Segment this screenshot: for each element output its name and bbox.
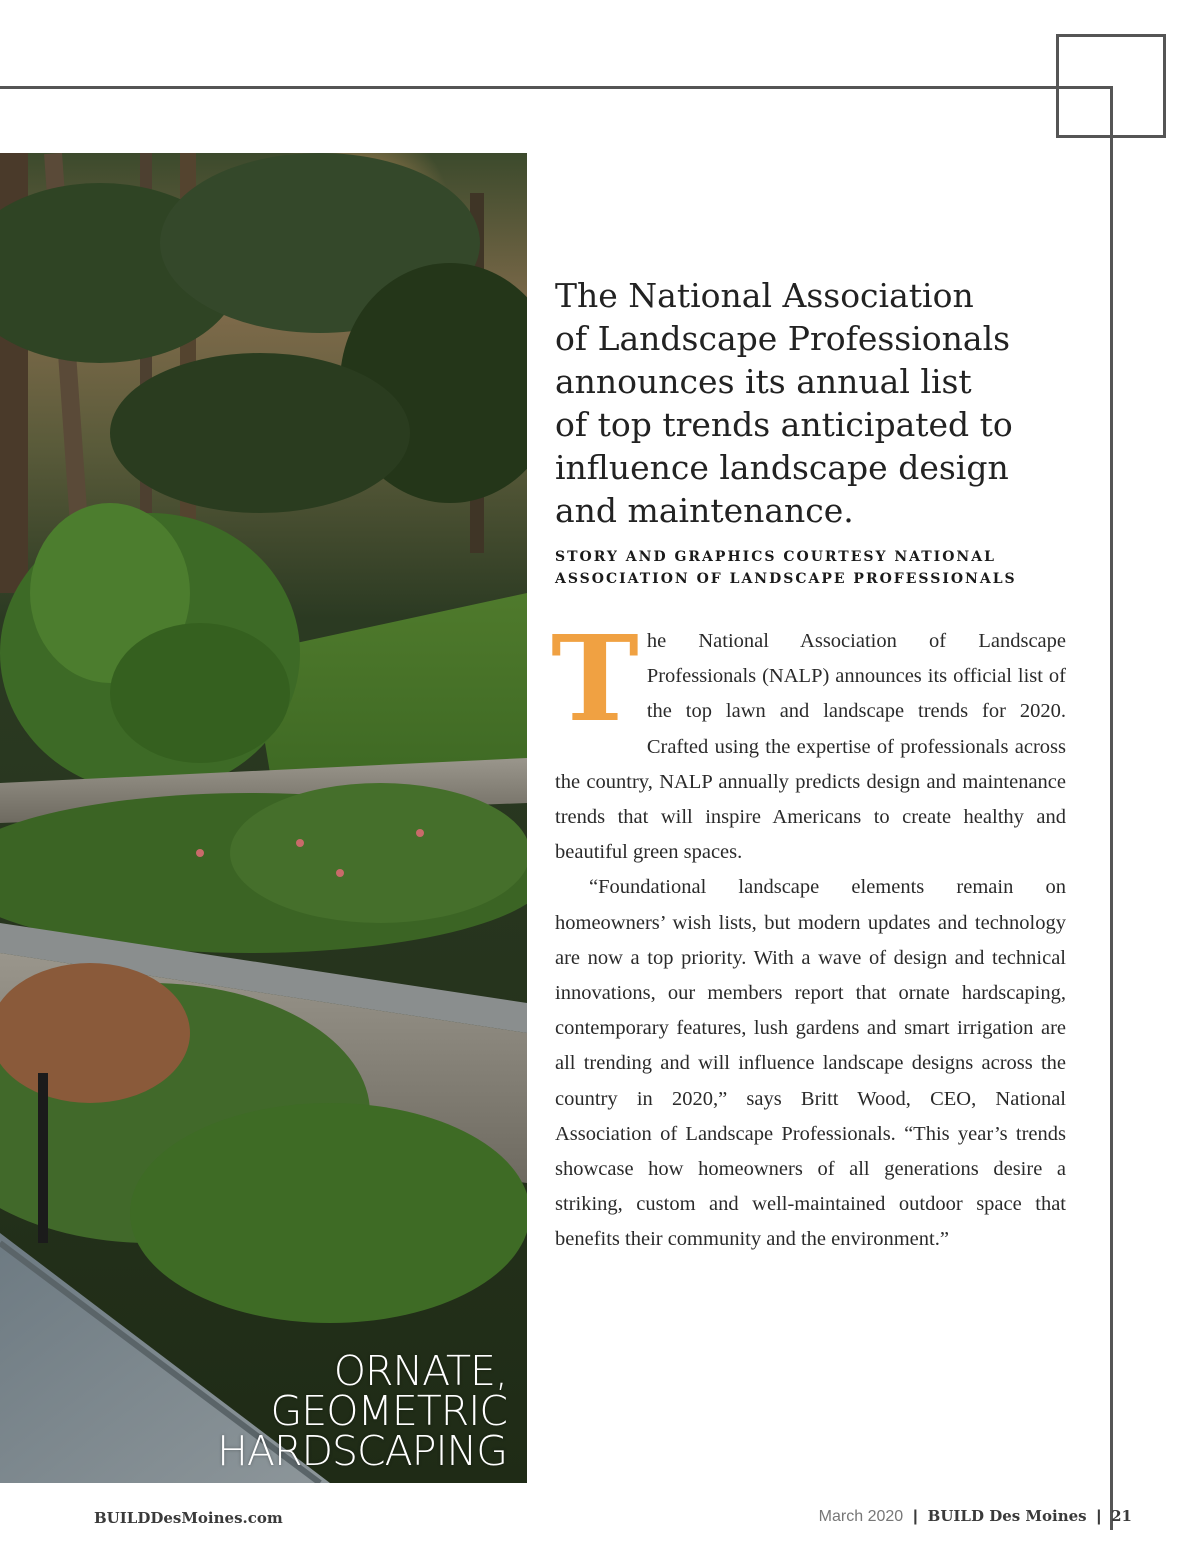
headline-line: and maintenance. — [555, 491, 854, 530]
footer-date: March 2020 — [818, 1508, 904, 1525]
credit-line: ASSOCIATION OF LANDSCAPE PROFESSIONALS — [555, 571, 1017, 587]
drop-cap: T — [551, 609, 639, 748]
caption-line: HARDSCAPING — [217, 1427, 507, 1475]
garden-photo — [0, 153, 527, 1483]
right-rule — [1110, 86, 1113, 1530]
headline-line: of top trends anticipated to — [555, 405, 1013, 444]
article-headline — [555, 274, 1055, 532]
headline-line: influence landscape design — [555, 448, 1009, 487]
caption-line: GEOMETRIC — [270, 1387, 507, 1435]
caption-line: ORNATE, — [333, 1347, 507, 1395]
headline-line: The National Association — [555, 276, 974, 315]
article-body — [551, 609, 1066, 1258]
photo-caption — [217, 1347, 507, 1475]
article-credit — [555, 546, 1075, 590]
footer-separator: | — [913, 1508, 918, 1525]
corner-frame — [1056, 34, 1166, 138]
body-paragraph: he National Association of Landscape Professionals (NALP) announces its official list of the top lawn and landscape trends for 2020. Crafted using the expertise of professionals across the country, NALP annually predicts design and maintenance trends that will inspire Americans to create healthy and beautiful green spaces. — [555, 630, 1066, 864]
credit-line: STORY AND GRAPHICS COURTESY NATIONAL — [555, 549, 996, 565]
footer-separator: | — [1096, 1508, 1102, 1525]
footer-magazine-name: BUILD Des Moines — [927, 1507, 1087, 1525]
top-rule — [0, 86, 1113, 89]
page-number: 21 — [1111, 1507, 1132, 1525]
headline-line: announces its annual list — [555, 362, 972, 401]
garden-illustration — [0, 153, 527, 1483]
body-paragraph: “Foundational landscape elements remain on homeowners’ wish lists, but modern updates and technology are now a top priority. With a wave of design and technical innovations, our members report that ornate hardscaping, contemporary features, lush gardens and smart irrigation are all trending and will influence landscape designs across the country in 2020,” says Britt Wood, CEO, National Association of Landscape Professionals. “This year’s trends showcase how homeowners of all generations desire a striking, custom and well-maintained outdoor space that benefits their community and the environment.” — [555, 876, 1066, 1251]
headline-line: of Landscape Professionals — [555, 319, 1011, 358]
footer-folio — [819, 1507, 1132, 1526]
footer-website: BUILDDesMoines.com — [94, 1509, 283, 1527]
